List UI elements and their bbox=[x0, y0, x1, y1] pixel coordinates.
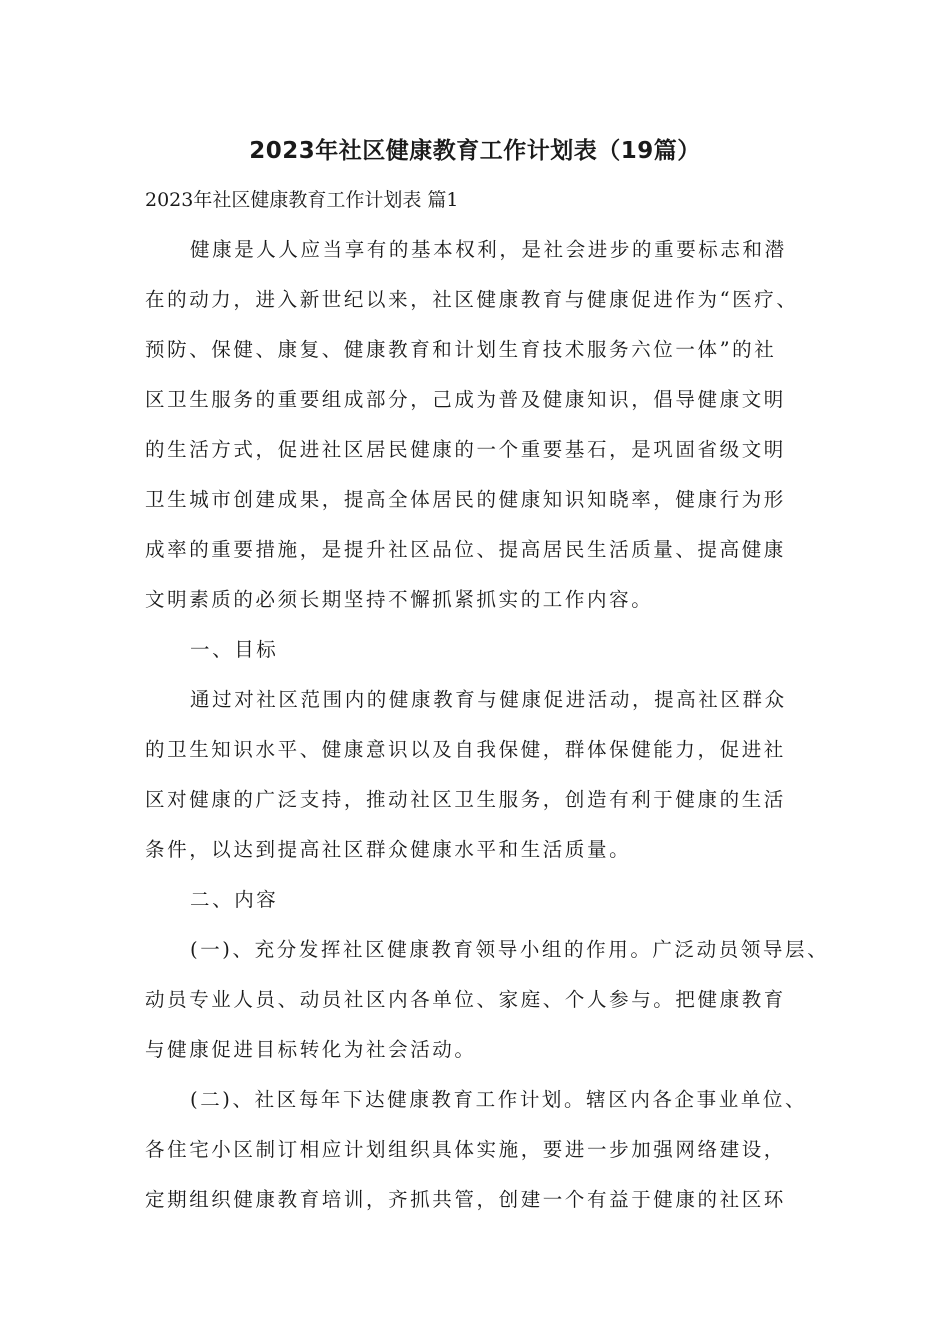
paragraph-line: 动员专业人员、动员社区内各单位、家庭、个人参与。把健康教育 bbox=[145, 988, 786, 1011]
paragraph-line: 各住宅小区制订相应计划组织具体实施，要进一步加强网络建设， bbox=[145, 1138, 786, 1161]
paragraph-line: 定期组织健康教育培训，齐抓共管，创建一个有益于健康的社区环 bbox=[145, 1188, 786, 1211]
paragraph-line: 健康是人人应当享有的基本权利，是社会进步的重要标志和潜 bbox=[190, 238, 787, 261]
paragraph-line: 卫生城市创建成果，提高全体居民的健康知识知晓率，健康行为形 bbox=[145, 488, 786, 511]
document-title: 2023年社区健康教育工作计划表（19篇） bbox=[249, 138, 701, 164]
paragraph-line: (二)、社区每年下达健康教育工作计划。辖区内各企事业单位、 bbox=[190, 1088, 808, 1111]
paragraph-line: 文明素质的必须长期坚持不懈抓紧抓实的工作内容。 bbox=[145, 588, 654, 611]
section-heading-goal: 一、目标 bbox=[190, 638, 279, 661]
paragraph-line: 区对健康的广泛支持，推动社区卫生服务，创造有利于健康的生活 bbox=[145, 788, 786, 811]
paragraph-line: 条件，以达到提高社区群众健康水平和生活质量。 bbox=[145, 838, 632, 861]
paragraph-line: (一)、充分发挥社区健康教育领导小组的作用。广泛动员领导层、 bbox=[190, 938, 830, 961]
paragraph-line: 区卫生服务的重要组成部分，己成为普及健康知识，倡导健康文明 bbox=[145, 388, 786, 411]
paragraph-line: 通过对社区范围内的健康教育与健康促进活动，提高社区群众 bbox=[190, 688, 787, 711]
paragraph-line: 与健康促进目标转化为社会活动。 bbox=[145, 1038, 477, 1061]
paragraph-line: 预防、保健、康复、健康教育和计划生育技术服务六位一体”的社 bbox=[145, 338, 777, 361]
section-heading: 2023年社区健康教育工作计划表 篇1 bbox=[145, 189, 459, 211]
paragraph-line: 成率的重要措施，是提升社区品位、提高居民生活质量、提高健康 bbox=[145, 538, 786, 561]
paragraph-line: 在的动力，进入新世纪以来，社区健康教育与健康促进作为“医疗、 bbox=[145, 288, 799, 311]
section-heading-content: 二、内容 bbox=[190, 888, 279, 911]
paragraph-line: 的生活方式，促进社区居民健康的一个重要基石，是巩固省级文明 bbox=[145, 438, 786, 461]
paragraph-line: 的卫生知识水平、健康意识以及自我保健，群体保健能力，促进社 bbox=[145, 738, 786, 761]
